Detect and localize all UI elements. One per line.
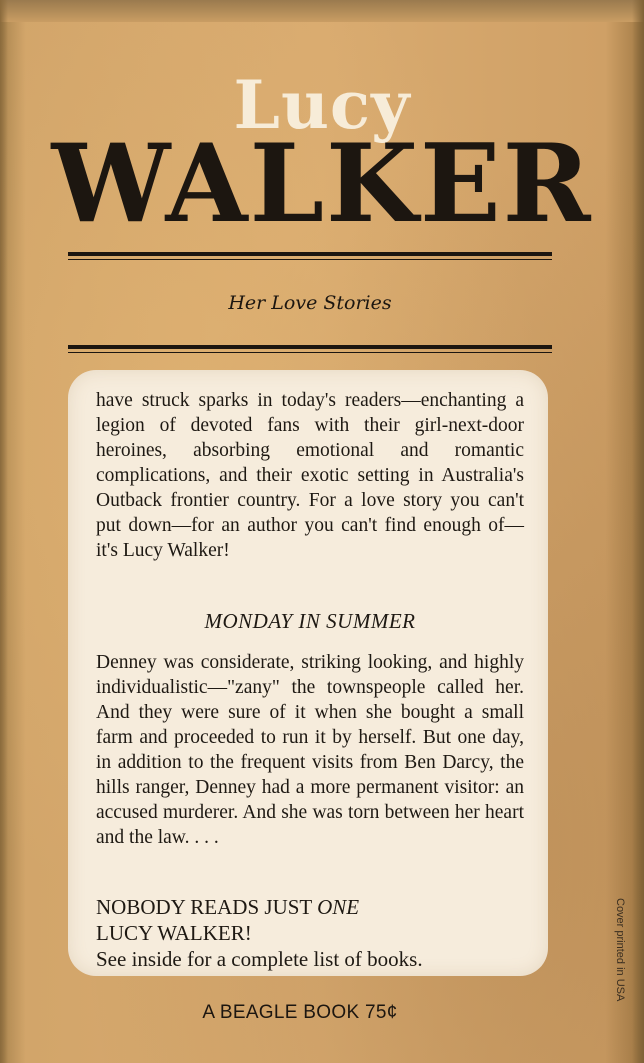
promo-line-3: See inside for a complete list of books. [96, 947, 423, 971]
blurb-panel [68, 370, 548, 976]
publisher-price: A BEAGLE BOOK 75¢ [202, 1002, 398, 1023]
top-divider-rule [68, 252, 552, 260]
blurb-text-block [96, 388, 524, 972]
promo-line-2: LUCY WALKER! [96, 921, 252, 945]
printing-credit: Cover printed in USA [614, 898, 626, 1002]
intro-paragraph: have struck sparks in today's readers—enchanting a legion of devoted fans with their girl-next-door heroines, absorbing emotional and romantic complications, and their exotic setting in Australia's Outback frontier country. For a love story you can't put down—for an author you can't find enough of—it's Lucy Walker! [96, 390, 524, 561]
synopsis-paragraph: Denney was considerate, striking looking, and highly individualistic—"zany" the townspeople called her. And they were sure of it when she bought a small farm and proceeded to run it by herself. But one day, in addition to the frequent visits from Ben Darcy, the hills ranger, Denney had a more permanent visitor: an accused murderer. And she was torn between her heart and the law. . . . [96, 652, 524, 848]
printing-credit-wrap [612, 898, 628, 1048]
author-first-name: Lucy [233, 66, 411, 144]
author-last-name: WALKER [51, 121, 593, 247]
promo-line-1a: NOBODY READS JUST [96, 895, 318, 919]
promo-block [96, 894, 524, 972]
bottom-divider-rule [68, 345, 552, 353]
cover-top-edge [0, 0, 644, 22]
book-title: MONDAY IN SUMMER [204, 609, 416, 633]
tagline: Her Love Stories [228, 292, 392, 314]
promo-line-1b: ONE [317, 895, 360, 919]
